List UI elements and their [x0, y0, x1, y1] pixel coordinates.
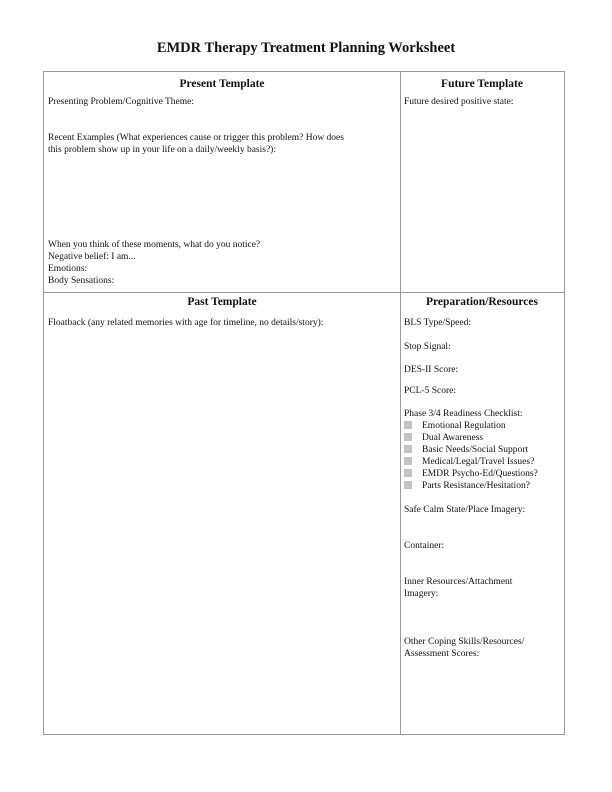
notice-prompt: When you think of these moments, what do you notice? [48, 240, 261, 250]
readiness-checklist-title: Phase 3/4 Readiness Checklist: [404, 409, 523, 419]
checklist-item [404, 420, 506, 432]
checkbox[interactable] [404, 457, 412, 465]
future-desired-state-label: Future desired positive state: [404, 97, 514, 107]
recent-examples-label-line1: Recent Examples (What experiences cause or trigger this problem? How does [48, 133, 344, 143]
past-template-cell [44, 292, 400, 734]
checkbox[interactable] [404, 433, 412, 441]
checkbox[interactable] [404, 481, 412, 489]
checklist-item [404, 444, 529, 456]
present-template-cell [44, 72, 400, 292]
floatback-label: Floatback (any related memories with age for timeline, no details/story): [48, 318, 324, 328]
checklist-item [404, 432, 484, 444]
checklist-item-label: Medical/Legal/Travel Issues? [422, 457, 535, 467]
coping-skills-label-line1: Other Coping Skills/Resources/ [404, 637, 525, 647]
page-title: EMDR Therapy Treatment Planning Worksheet [156, 40, 456, 56]
present-template-header: Present Template [179, 78, 265, 90]
checkbox[interactable] [404, 445, 412, 453]
container-label: Container: [404, 541, 445, 551]
des-ii-score-label: DES-II Score: [404, 365, 459, 375]
coping-skills-label-line2: Assessment Scores: [404, 649, 480, 659]
pcl-5-score-label: PCL-5 Score: [404, 386, 456, 396]
checklist-item-label: Emotional Regulation [422, 421, 506, 431]
worksheet-table [43, 71, 565, 735]
body-sensations-label: Body Sensations: [48, 276, 115, 286]
checklist-item-label: Parts Resistance/Hesitation? [422, 481, 530, 491]
checklist-item [404, 468, 538, 480]
future-template-cell [400, 72, 564, 292]
checkbox[interactable] [404, 469, 412, 477]
past-template-header: Past Template [187, 296, 257, 308]
bls-type-speed-label: BLS Type/Speed: [404, 318, 471, 328]
checklist-item [404, 480, 530, 492]
negative-belief-label: Negative belief: I am... [48, 252, 136, 262]
checklist-item [404, 456, 535, 468]
checkbox[interactable] [404, 421, 412, 429]
safe-calm-state-label: Safe Calm State/Place Imagery: [404, 505, 526, 515]
inner-resources-label-line1: Inner Resources/Attachment [404, 577, 513, 587]
preparation-resources-cell [400, 292, 564, 734]
emotions-label: Emotions: [48, 264, 88, 274]
future-template-header: Future Template [441, 78, 523, 90]
stop-signal-label: Stop Signal: [404, 342, 451, 352]
checklist-item-label: EMDR Psycho-Ed/Questions? [422, 469, 538, 479]
preparation-resources-header: Preparation/Resources [425, 296, 538, 308]
recent-examples-label-line2: this problem show up in your life on a daily/weekly basis?): [48, 145, 276, 155]
checklist-item-label: Dual Awareness [422, 433, 484, 443]
inner-resources-label-line2: Imagery: [404, 589, 439, 599]
checklist-item-label: Basic Needs/Social Support [422, 445, 529, 455]
presenting-problem-label: Presenting Problem/Cognitive Theme: [48, 97, 195, 107]
